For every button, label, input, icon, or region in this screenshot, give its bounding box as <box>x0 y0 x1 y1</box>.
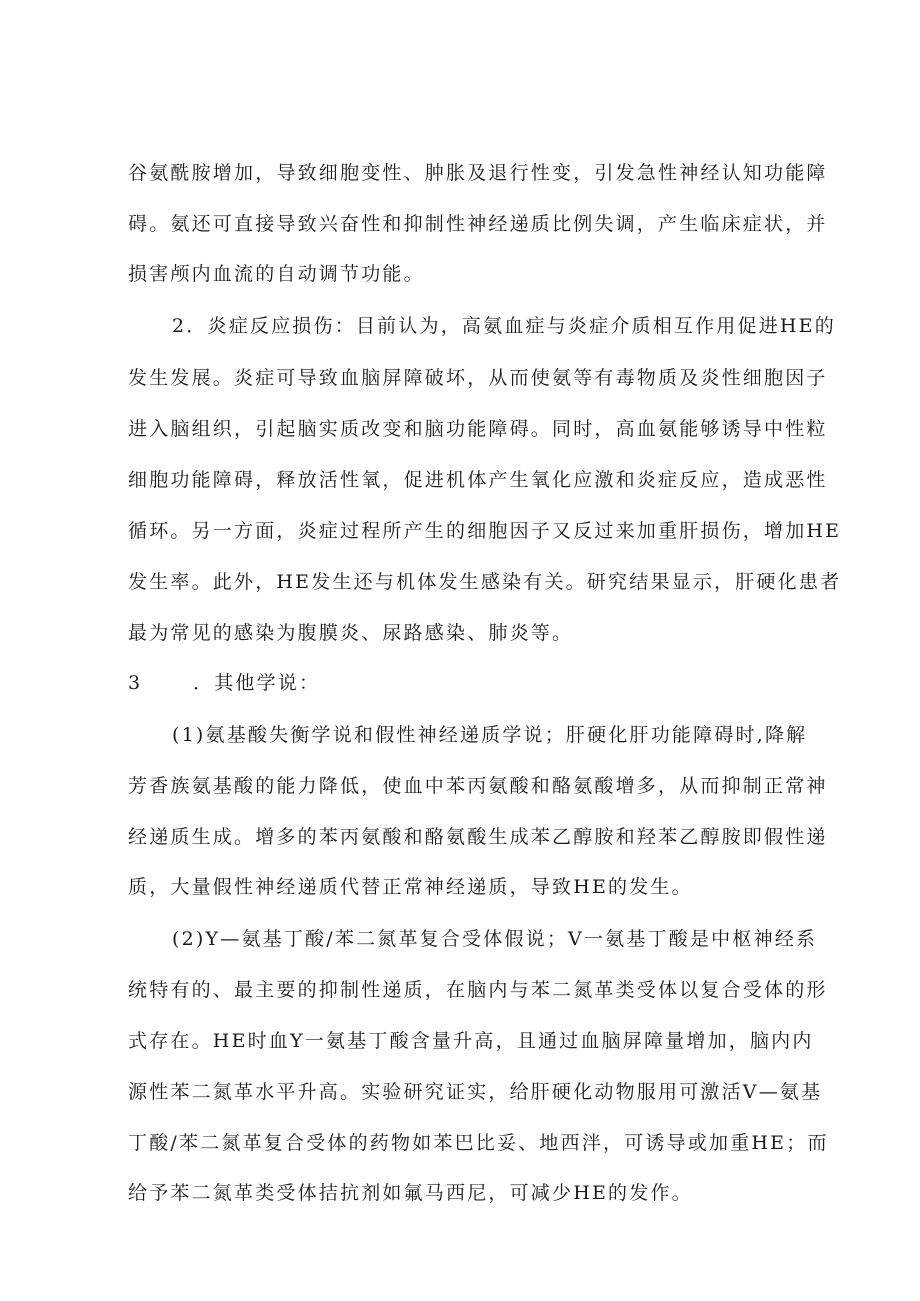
paragraph-5-line-2: 统特有的、最主要的抑制性递质，在脑内与苯二氮革类受体以复合受体的形 <box>128 979 828 1001</box>
paragraph-4-line-4: 质，大量假性神经递质代替正常神经递质，导致HE的发生。 <box>128 876 693 898</box>
paragraph-2-line-7: 最为常见的感染为腹膜炎、尿路感染、肺炎等。 <box>128 622 574 644</box>
paragraph-4-line-1: (1)氨基酸失衡学说和假性神经递质学说；肝硬化肝功能障碍时,降解 <box>172 724 808 746</box>
paragraph-5-line-1: (2)Y—氨基丁酸/苯二氮革复合受体假说；V一氨基丁酸是中枢神经系 <box>172 928 818 950</box>
paragraph-2-line-4: 细胞功能障碍，释放活性氧，促进机体产生氧化应激和炎症反应，造成恶性 <box>128 469 828 491</box>
paragraph-1-line-3: 损害颅内血流的自动调节功能。 <box>128 263 425 285</box>
paragraph-2-line-6: 发生率。此外，HE发生还与机体发生感染有关。研究结果显示，肝硬化患者 <box>128 571 842 593</box>
paragraph-5-line-3: 式存在。HE时血Y一氨基丁酸含量升高，且通过血脑屏障量增加，脑内内 <box>128 1030 814 1052</box>
paragraph-2-line-2: 发生发展。炎症可导致血脑屏障破坏，从而使氨等有毒物质及炎性细胞因子 <box>128 367 828 389</box>
paragraph-5-line-6: 给予苯二氮革类受体拮抗剂如氟马西尼，可减少HE的发作。 <box>128 1182 693 1204</box>
paragraph-5-line-5: 丁酸/苯二氮革复合受体的药物如苯巴比妥、地西泮，可诱导或加重HE；而 <box>128 1132 829 1154</box>
section-3-number: 3 <box>128 672 143 694</box>
section-3-heading: ．其他学说： <box>193 672 321 694</box>
paragraph-5-line-4: 源性苯二氮革水平升高。实验研究证实，给肝硬化动物服用可激活V—氨基 <box>128 1081 823 1103</box>
paragraph-4-line-3: 经递质生成。增多的苯丙氨酸和酪氨酸生成苯乙醇胺和羟苯乙醇胺即假性递 <box>128 826 828 848</box>
paragraph-1-line-1: 谷氨酰胺增加，导致细胞变性、肿胀及退行性变，引发急性神经认知功能障 <box>128 162 828 184</box>
paragraph-4-line-2: 芳香族氨基酸的能力降低，使血中苯丙氨酸和酪氨酸增多，从而抑制正常神 <box>128 775 828 797</box>
paragraph-1-line-2: 碍。氨还可直接导致兴奋性和抑制性神经递质比例失调，产生临床症状，并 <box>128 213 828 235</box>
paragraph-2-line-1: 2．炎症反应损伤：目前认为，高氨血症与炎症介质相互作用促进HE的 <box>172 315 836 337</box>
paragraph-2-line-3: 进入脑组织，引起脑实质改变和脑功能障碍。同时，高血氨能够诱导中性粒 <box>128 418 828 440</box>
paragraph-2-line-5: 循环。另一方面，炎症过程所产生的细胞因子又反过来加重肝损伤，增加HE <box>128 520 842 542</box>
